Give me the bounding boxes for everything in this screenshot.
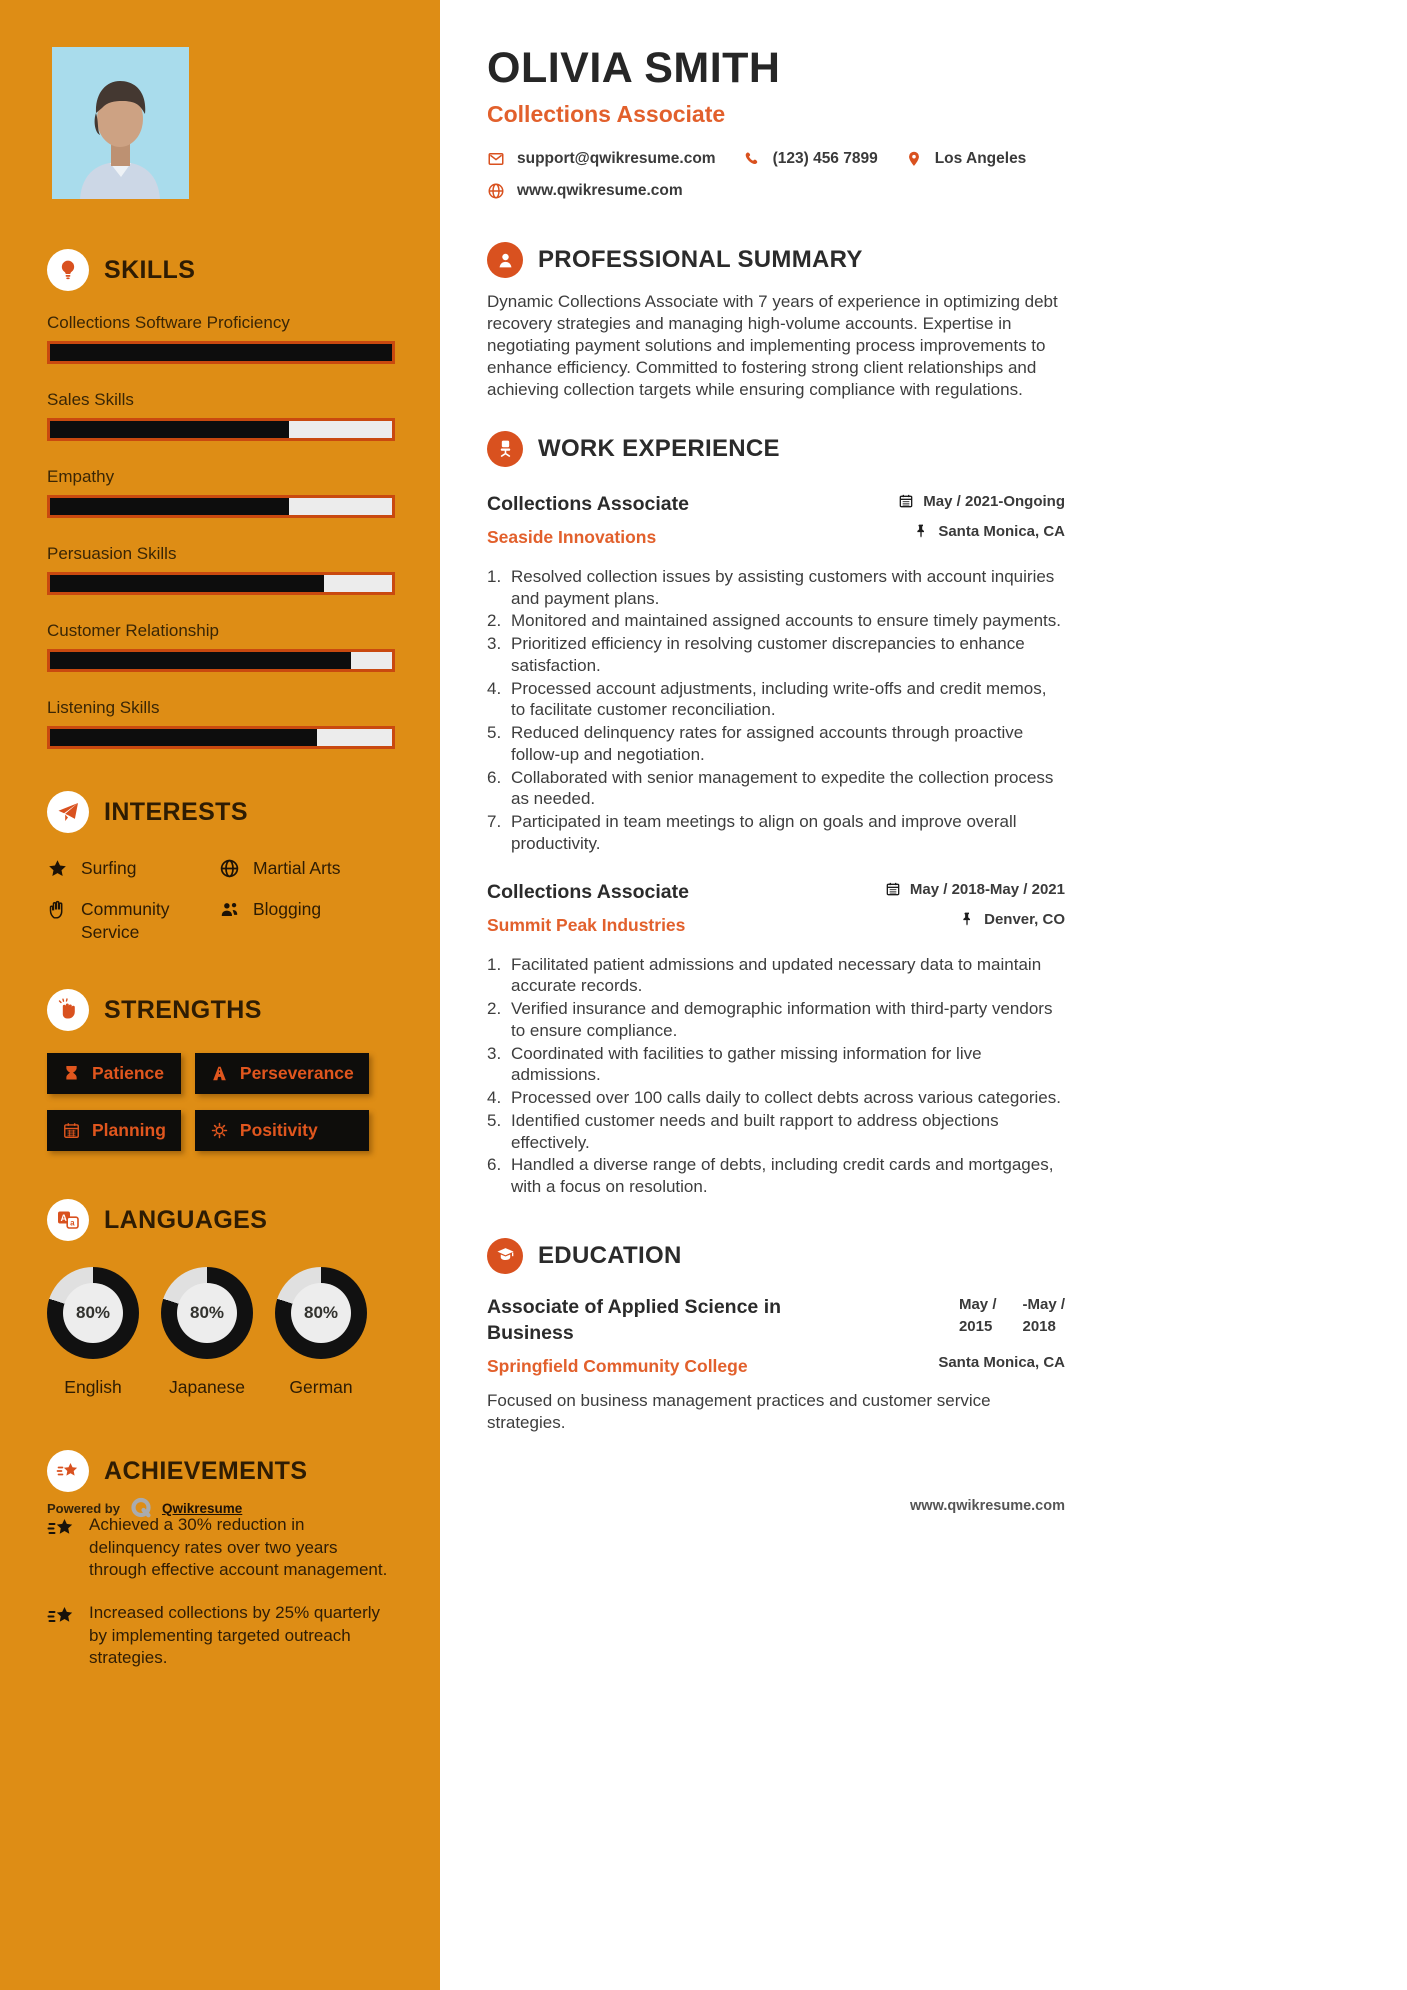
pushpin-icon — [959, 911, 975, 927]
skill-bar — [47, 572, 395, 595]
job-bullet: Facilitated patient admissions and updated necessary data to maintain accurate records. — [511, 954, 1042, 996]
candidate-name: OLIVIA SMITH — [487, 44, 781, 92]
education-description: Focused on business management practices and customer service strategies. — [487, 1391, 991, 1433]
work-section — [487, 431, 1065, 1198]
skill-item — [47, 467, 395, 518]
education-date-row — [913, 1294, 1065, 1338]
job-company: Seaside Innovations — [487, 526, 657, 547]
graduate-icon — [487, 1238, 523, 1274]
skill-bar-fill — [50, 421, 289, 438]
globe-icon — [487, 182, 505, 200]
star-shoot-icon — [47, 1450, 89, 1492]
education-heading — [487, 1238, 1065, 1274]
map-marker-icon — [905, 150, 923, 168]
chair-icon — [487, 431, 523, 467]
achievement-text: Increased collections by 25% quarterly by implementing targeted outreach strategies. — [89, 1603, 381, 1668]
languages-heading — [47, 1199, 395, 1241]
strength-label: Patience — [92, 1063, 164, 1084]
skills-list — [47, 313, 395, 749]
language-item — [275, 1267, 367, 1398]
achievement-text: Achieved a 30% reduction in delinquency rates over two years through effective account management. — [89, 1515, 388, 1580]
hourglass-icon — [62, 1064, 81, 1083]
candidate-role: Collections Associate — [487, 101, 726, 128]
hand-icon — [47, 899, 68, 920]
star-motion-icon — [47, 1604, 75, 1630]
job-entry — [487, 493, 1065, 855]
job-bullet: Monitored and maintained assigned accounts to ensure timely payments. — [511, 611, 1061, 631]
interest-item — [219, 857, 395, 880]
strengths-heading — [47, 989, 395, 1031]
pushpin-icon — [913, 1355, 929, 1371]
skill-bar — [47, 495, 395, 518]
job-bullet: Participated in team meetings to align on goals and improve overall productivity. — [511, 812, 1017, 853]
language-label: Japanese — [169, 1377, 245, 1398]
job-location: Denver, CO — [984, 910, 1065, 928]
education-date-end: -May / 2018 — [1022, 1295, 1065, 1335]
interest-item — [47, 857, 219, 880]
strength-badge — [47, 1110, 181, 1151]
job-entry — [487, 881, 1065, 1198]
phone-icon — [743, 150, 761, 168]
star-motion-icon — [47, 1516, 75, 1542]
education-location: Santa Monica, CA — [938, 1354, 1065, 1372]
job-title: Collections Associate — [487, 492, 689, 515]
achievements-heading — [47, 1450, 395, 1492]
job-bullet: Processed over 100 calls daily to collect debts across various categories. — [511, 1088, 1061, 1107]
job-bullet: Collaborated with senior management to expedite the collection process as needed. — [511, 767, 1054, 809]
education-title: EDUCATION — [538, 1241, 682, 1269]
summary-title: PROFESSIONAL SUMMARY — [538, 246, 863, 274]
profile-photo — [52, 47, 189, 199]
interest-label: Martial Arts — [253, 858, 341, 878]
languages-list — [47, 1267, 395, 1398]
job-date-row — [898, 493, 1065, 510]
strength-badge — [195, 1053, 369, 1094]
skill-item — [47, 313, 395, 364]
skill-label: Customer Relationship — [47, 621, 219, 640]
job-bullet: Prioritized efficiency in resolving customer discrepancies to enhance satisfaction. — [511, 634, 1025, 675]
skill-label: Persuasion Skills — [47, 544, 177, 563]
job-date-row — [885, 881, 1065, 898]
pushpin-icon — [913, 523, 929, 539]
calendar-small-icon — [885, 881, 901, 897]
road-icon — [210, 1064, 229, 1083]
strength-label: Perseverance — [239, 1063, 354, 1084]
education-date-start: May / 2015 — [958, 1295, 997, 1335]
language-label: German — [289, 1377, 353, 1398]
powered-by-label: Powered by — [47, 1500, 120, 1516]
job-bullet: Handled a diverse range of debts, including credit cards and mortgages, with a focus on resolution. — [511, 1155, 1054, 1196]
skill-bar-fill — [50, 652, 351, 669]
skill-item — [47, 390, 395, 441]
languages-section — [47, 1199, 395, 1398]
interests-section — [47, 791, 395, 943]
skill-bar-fill — [50, 344, 392, 361]
job-title: Collections Associate — [487, 880, 689, 903]
language-item — [161, 1267, 253, 1398]
strength-label: Planning — [92, 1120, 166, 1141]
sun-icon — [210, 1121, 229, 1140]
paper-plane-icon — [47, 791, 89, 833]
interests-title: INTERESTS — [104, 797, 248, 826]
job-bullet: Reduced delinquency rates for assigned accounts through proactive follow-up and negotiation. — [511, 723, 1024, 764]
education-degree: Associate of Applied Science in Business — [487, 1295, 782, 1345]
job-date: May / 2021-Ongoing — [923, 492, 1065, 510]
svg-text:A: A — [60, 1213, 68, 1224]
interest-label: Surfing — [81, 858, 137, 878]
skills-section — [47, 249, 395, 749]
interests-list — [47, 857, 395, 943]
skill-bar — [47, 649, 395, 672]
job-location: Santa Monica, CA — [938, 522, 1065, 540]
skills-title: SKILLS — [104, 255, 196, 284]
interest-item — [47, 898, 219, 944]
strength-badge — [47, 1053, 181, 1094]
summary-heading — [487, 242, 1065, 278]
translate-icon — [47, 1199, 89, 1241]
job-bullets — [487, 566, 1065, 855]
job-bullet: Resolved collection issues by assisting customers with account inquiries and payment plans. — [511, 566, 1055, 608]
job-bullet: Verified insurance and demographic information with third-party vendors to ensure compliance. — [511, 999, 1053, 1040]
users-icon — [219, 899, 240, 920]
summary-text: Dynamic Collections Associate with 7 years of experience in optimizing debt recovery strategies and managing high-volume accounts. Expertise in negotiating payment solutions and implementing process improvements to enhance efficiency. Committed to fostering strong client relationships and achieving collection targets while ensuring compliance with regulations. — [487, 292, 1058, 399]
contact-text: (123) 456 7899 — [772, 150, 878, 168]
strength-badge — [195, 1110, 369, 1151]
contact-text: www.qwikresume.com — [517, 182, 683, 200]
skill-bar — [47, 418, 395, 441]
language-donut — [161, 1267, 253, 1359]
contact-text: support@qwikresume.com — [517, 150, 716, 168]
job-bullet: Processed account adjustments, including write-offs and credit memos, to facilitate customer reconciliation. — [511, 678, 1047, 720]
footer-website[interactable]: www.qwikresume.com — [910, 1498, 1065, 1514]
contact-item[interactable] — [743, 150, 878, 168]
globe-icon — [219, 858, 240, 879]
achievements-list — [47, 1514, 395, 1670]
skill-item — [47, 698, 395, 749]
language-donut — [275, 1267, 367, 1359]
calendar-icon — [62, 1121, 81, 1140]
education-school: Springfield Community College — [487, 1356, 748, 1377]
language-percent: 80% — [291, 1283, 351, 1343]
achievements-section — [47, 1450, 395, 1670]
calendar-small-icon — [898, 493, 914, 509]
resume-header — [487, 46, 1065, 200]
strengths-list — [47, 1053, 395, 1151]
job-date: May / 2018-May / 2021 — [909, 880, 1065, 898]
job-bullet: Coordinated with facilities to gather missing information for live admissions. — [511, 1043, 982, 1085]
language-donut — [47, 1267, 139, 1359]
achievements-title: ACHIEVEMENTS — [104, 1456, 308, 1485]
bulb-icon — [47, 249, 89, 291]
skill-bar — [47, 341, 395, 364]
interest-label: Community Service — [81, 898, 170, 942]
work-title: WORK EXPERIENCE — [538, 434, 780, 462]
language-item — [47, 1267, 139, 1398]
skill-bar-fill — [50, 498, 289, 515]
contact-text: Los Angeles — [934, 150, 1027, 168]
work-heading — [487, 431, 1065, 467]
contact-item[interactable] — [487, 150, 716, 168]
language-percent: 80% — [177, 1283, 237, 1343]
interest-label: Blogging — [253, 898, 322, 919]
strengths-title: STRENGTHS — [104, 995, 262, 1024]
interest-item — [219, 898, 395, 944]
strength-label: Positivity — [239, 1120, 318, 1141]
skill-bar-fill — [50, 729, 317, 746]
summary-section — [487, 242, 1065, 401]
q-logo-icon — [129, 1496, 153, 1520]
language-percent: 80% — [63, 1283, 123, 1343]
interests-heading — [47, 791, 395, 833]
sidebar — [0, 0, 440, 1990]
main-content — [440, 0, 1407, 1990]
contact-list — [487, 150, 1065, 200]
achievement-item — [47, 1602, 395, 1670]
mail-icon — [487, 150, 505, 168]
fist-icon — [47, 989, 89, 1031]
star-icon — [47, 858, 68, 879]
contact-item[interactable] — [905, 150, 1027, 168]
strengths-section — [47, 989, 395, 1151]
job-bullet: Identified customer needs and built rapport to address objections effectively. — [511, 1110, 999, 1152]
contact-item[interactable] — [487, 182, 683, 200]
skill-label: Empathy — [47, 467, 115, 486]
skill-item — [47, 544, 395, 595]
skill-item — [47, 621, 395, 672]
svg-text:a: a — [70, 1218, 76, 1228]
achievement-item — [47, 1514, 395, 1582]
person-icon — [487, 242, 523, 278]
skill-label: Collections Software Proficiency — [47, 313, 290, 332]
jobs-list — [487, 493, 1065, 1198]
languages-title: LANGUAGES — [104, 1205, 268, 1234]
skill-bar — [47, 726, 395, 749]
skills-heading — [47, 249, 395, 291]
skill-label: Sales Skills — [47, 390, 134, 409]
powered-by-footer — [47, 1496, 242, 1520]
job-bullets — [487, 954, 1065, 1198]
skill-bar-fill — [50, 575, 324, 592]
skill-label: Listening Skills — [47, 698, 160, 717]
education-location-row — [913, 1354, 1065, 1371]
job-location-row — [885, 911, 1065, 928]
language-label: English — [64, 1377, 122, 1398]
calendar-small-icon — [917, 1297, 933, 1313]
qwikresume-link[interactable]: Qwikresume — [161, 1500, 243, 1516]
education-section — [487, 1238, 1065, 1435]
job-location-row — [898, 523, 1065, 540]
job-company: Summit Peak Industries — [487, 914, 686, 935]
